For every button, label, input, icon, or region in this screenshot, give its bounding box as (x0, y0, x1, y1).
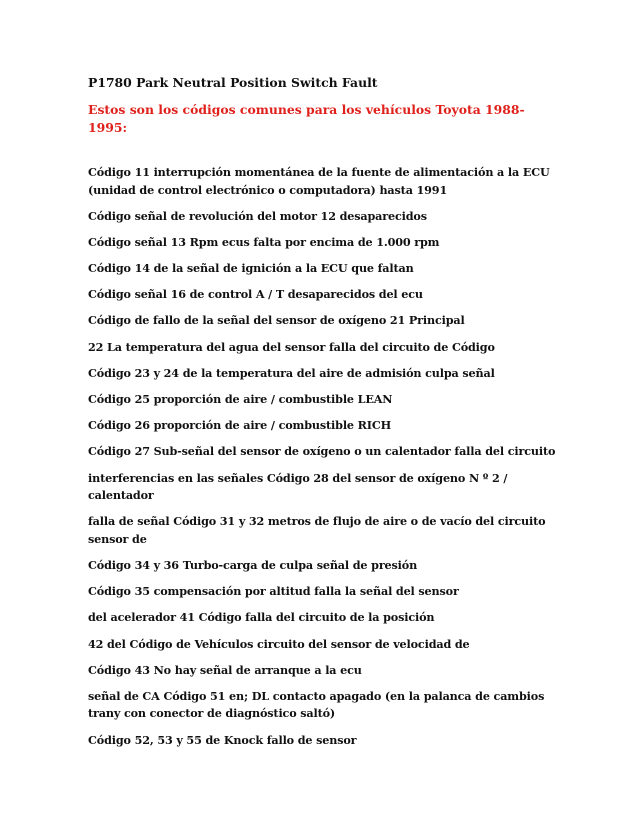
code-item: Código señal 13 Rpm ecus falta por encima de 1.000 rpm (88, 234, 440, 249)
code-item: Código 26 proporción de aire / combustible RICH (88, 418, 392, 433)
code-item: Código 11 interrupción momentánea de la fuente de alimentación a la ECU (unidad de control electrónico o computadora) hasta 1991 (88, 165, 550, 197)
code-item: señal de CA Código 51 en; DL contacto apagado (en la palanca de cambios trany con conector de diagnóstico saltó) (88, 688, 545, 721)
document-title: P1780 Park Neutral Position Switch Fault (88, 75, 378, 90)
code-item: del acelerador 41 Código falla del circuito de la posición (88, 610, 435, 625)
code-item: falla de señal Código 31 y 32 metros de flujo de aire o de vacío del circuito sensor de (88, 514, 546, 546)
code-item: 42 del Código de Vehículos circuito del sensor de velocidad de (88, 636, 470, 651)
code-item: Código 34 y 36 Turbo-carga de culpa señal de presión (88, 557, 418, 572)
document-subtitle: Estos son los códigos comunes para los vehículos Toyota 1988-1995: (88, 102, 525, 135)
code-item: Código señal de revolución del motor 12 desaparecidos (88, 208, 427, 223)
document-page (88, 74, 558, 758)
code-item: Código señal 16 de control A / T desaparecidos del ecu (88, 287, 423, 302)
code-item: Código 23 y 24 de la temperatura del aire de admisión culpa señal (88, 365, 495, 380)
code-item: Código de fallo de la señal del sensor de oxígeno 21 Principal (88, 313, 465, 328)
code-item: Código 35 compensación por altitud falla la señal del sensor (88, 584, 459, 599)
code-item: interferencias en las señales Código 28 del sensor de oxígeno N º 2 / calentador (88, 470, 508, 503)
code-item: Código 52, 53 y 55 de Knock fallo de sensor (88, 732, 357, 747)
code-item: Código 25 proporción de aire / combustible LEAN (88, 392, 393, 406)
code-item: Código 27 Sub-señal del sensor de oxígeno o un calentador falla del circuito (88, 444, 556, 459)
code-item: Código 14 de la señal de ignición a la ECU que faltan (88, 261, 414, 276)
code-item: 22 La temperatura del agua del sensor falla del circuito de Código (88, 339, 495, 354)
code-list (88, 164, 558, 749)
code-item: Código 43 No hay señal de arranque a la ecu (88, 662, 362, 677)
